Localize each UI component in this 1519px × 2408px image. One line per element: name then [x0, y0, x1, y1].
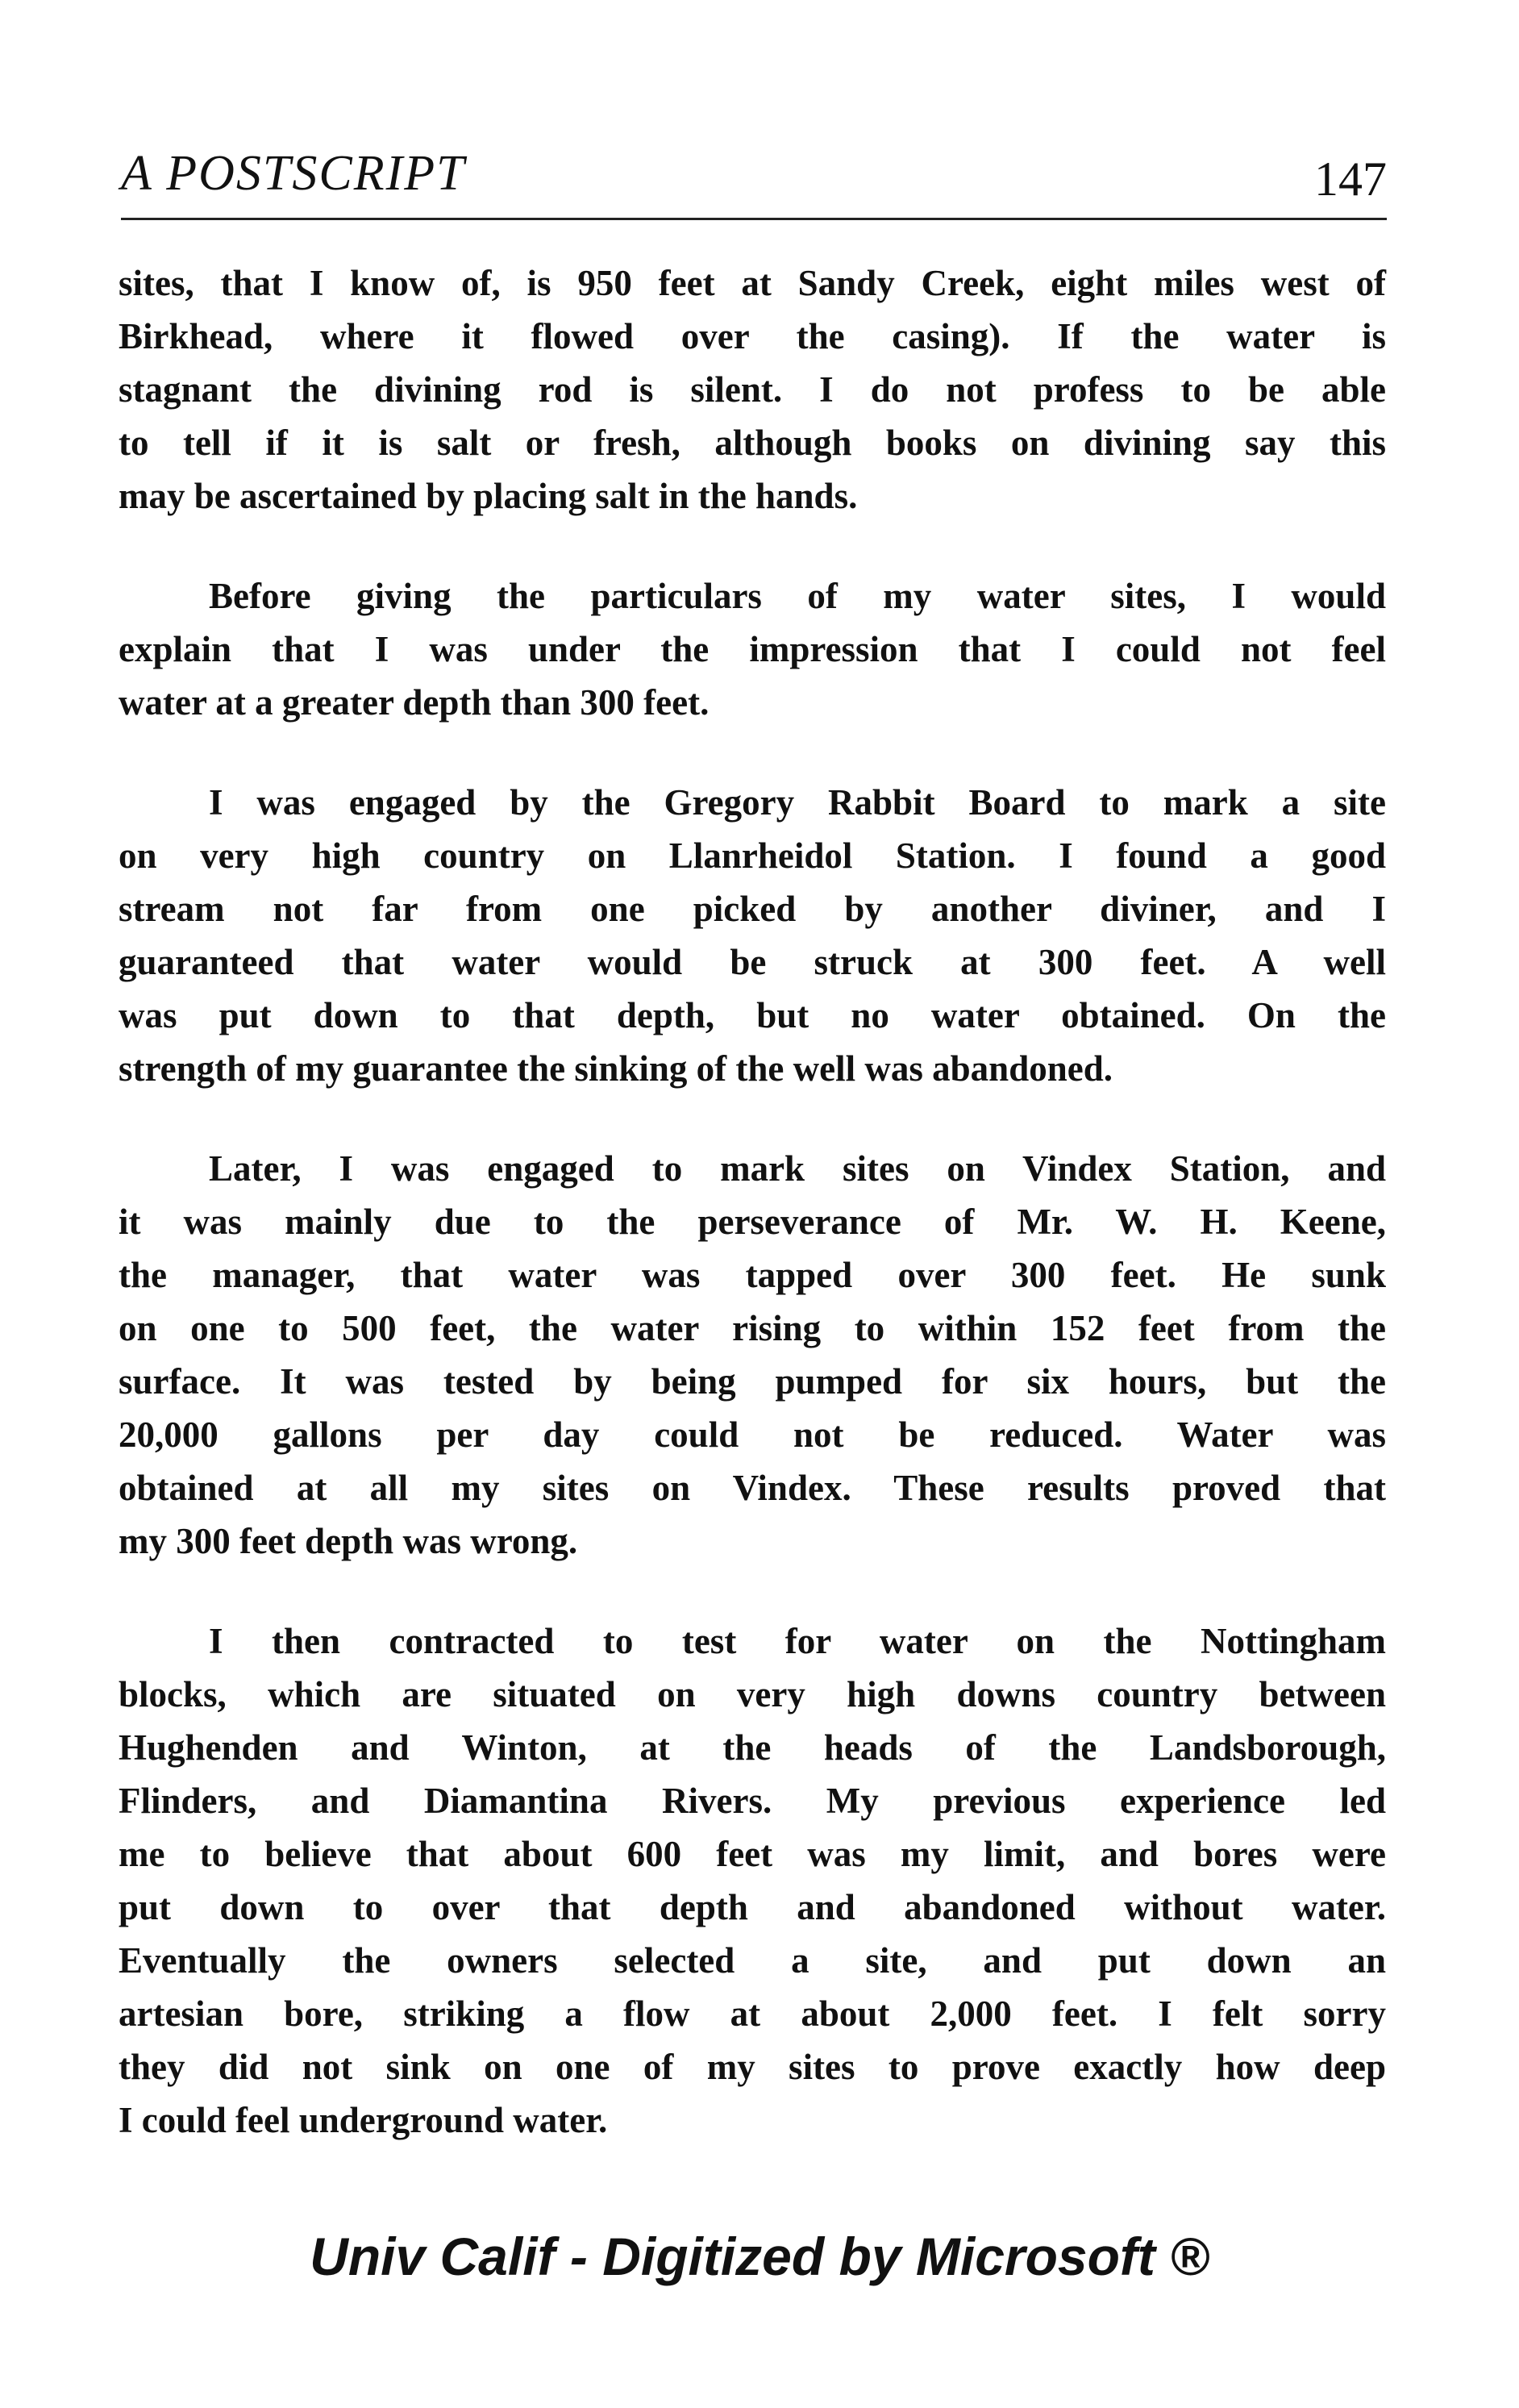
page-header: [121, 145, 1387, 220]
text-line: on one to 500 feet, the water rising to within 152 feet from the: [119, 1308, 1386, 1348]
paragraph: [119, 1142, 1386, 1568]
text-line: water at a greater depth than 300 feet.: [119, 682, 710, 723]
page-number: 147: [1314, 152, 1387, 206]
text-line: obtained at all my sites on Vindex. These results proved that: [119, 1468, 1386, 1508]
text-line: on very high country on Llanrheidol Station. I found a good: [119, 835, 1386, 876]
text-line: stream not far from one picked by another diviner, and I: [119, 889, 1386, 929]
text-line: strength of my guarantee the sinking of the well was abandoned.: [119, 1048, 1113, 1089]
paragraph: [119, 1614, 1386, 2147]
text-line: I could feel underground water.: [119, 2100, 608, 2140]
text-line: me to believe that about 600 feet was my limit, and bores were: [119, 1834, 1386, 1874]
text-line: they did not sink on one of my sites to prove exactly how deep: [119, 2047, 1386, 2087]
text-line: guaranteed that water would be struck at 300 feet. A well: [119, 942, 1386, 982]
text-line: I was engaged by the Gregory Rabbit Board to mark a site: [209, 782, 1386, 823]
text-line: Before giving the particulars of my water sites, I would: [209, 576, 1386, 616]
text-line: artesian bore, striking a flow at about 2,000 feet. I felt sorry: [119, 1993, 1386, 2034]
text-line: 20,000 gallons per day could not be reduced. Water was: [119, 1414, 1386, 1455]
text-line: explain that I was under the impression that I could not feel: [119, 629, 1386, 669]
text-line: Hughenden and Winton, at the heads of the Landsborough,: [119, 1727, 1386, 1768]
text-line: sites, that I know of, is 950 feet at Sandy Creek, eight miles west of: [119, 263, 1386, 303]
text-line: it was mainly due to the perseverance of Mr. W. H. Keene,: [119, 1202, 1386, 1242]
paragraph: [119, 256, 1386, 523]
running-title: A POSTSCRIPT: [121, 146, 466, 201]
text-line: was put down to that depth, but no water obtained. On the: [119, 995, 1386, 1035]
paragraph: [119, 776, 1386, 1095]
text-line: put down to over that depth and abandoned without water.: [119, 1887, 1386, 1927]
text-line: may be ascertained by placing salt in the hands.: [119, 476, 858, 516]
body-text: [119, 256, 1386, 2193]
text-line: Later, I was engaged to mark sites on Vindex Station, and: [209, 1148, 1386, 1189]
text-line: Flinders, and Diamantina Rivers. My previous experience led: [119, 1781, 1386, 1821]
text-line: my 300 feet depth was wrong.: [119, 1521, 578, 1561]
text-line: Eventually the owners selected a site, and put down an: [119, 1940, 1386, 1981]
text-line: Birkhead, where it flowed over the casing). If the water is: [119, 316, 1386, 356]
text-line: blocks, which are situated on very high downs country between: [119, 1674, 1386, 1714]
text-line: the manager, that water was tapped over 300 feet. He sunk: [119, 1255, 1386, 1295]
paragraph: [119, 569, 1386, 729]
text-line: stagnant the divining rod is silent. I do not profess to be able: [119, 369, 1386, 410]
text-line: I then contracted to test for water on the Nottingham: [209, 1621, 1386, 1661]
digitization-watermark: Univ Calif - Digitized by Microsoft ®: [310, 2227, 1209, 2286]
text-line: surface. It was tested by being pumped for six hours, but the: [119, 1361, 1386, 1402]
text-line: to tell if it is salt or fresh, although books on divining say this: [119, 423, 1386, 463]
